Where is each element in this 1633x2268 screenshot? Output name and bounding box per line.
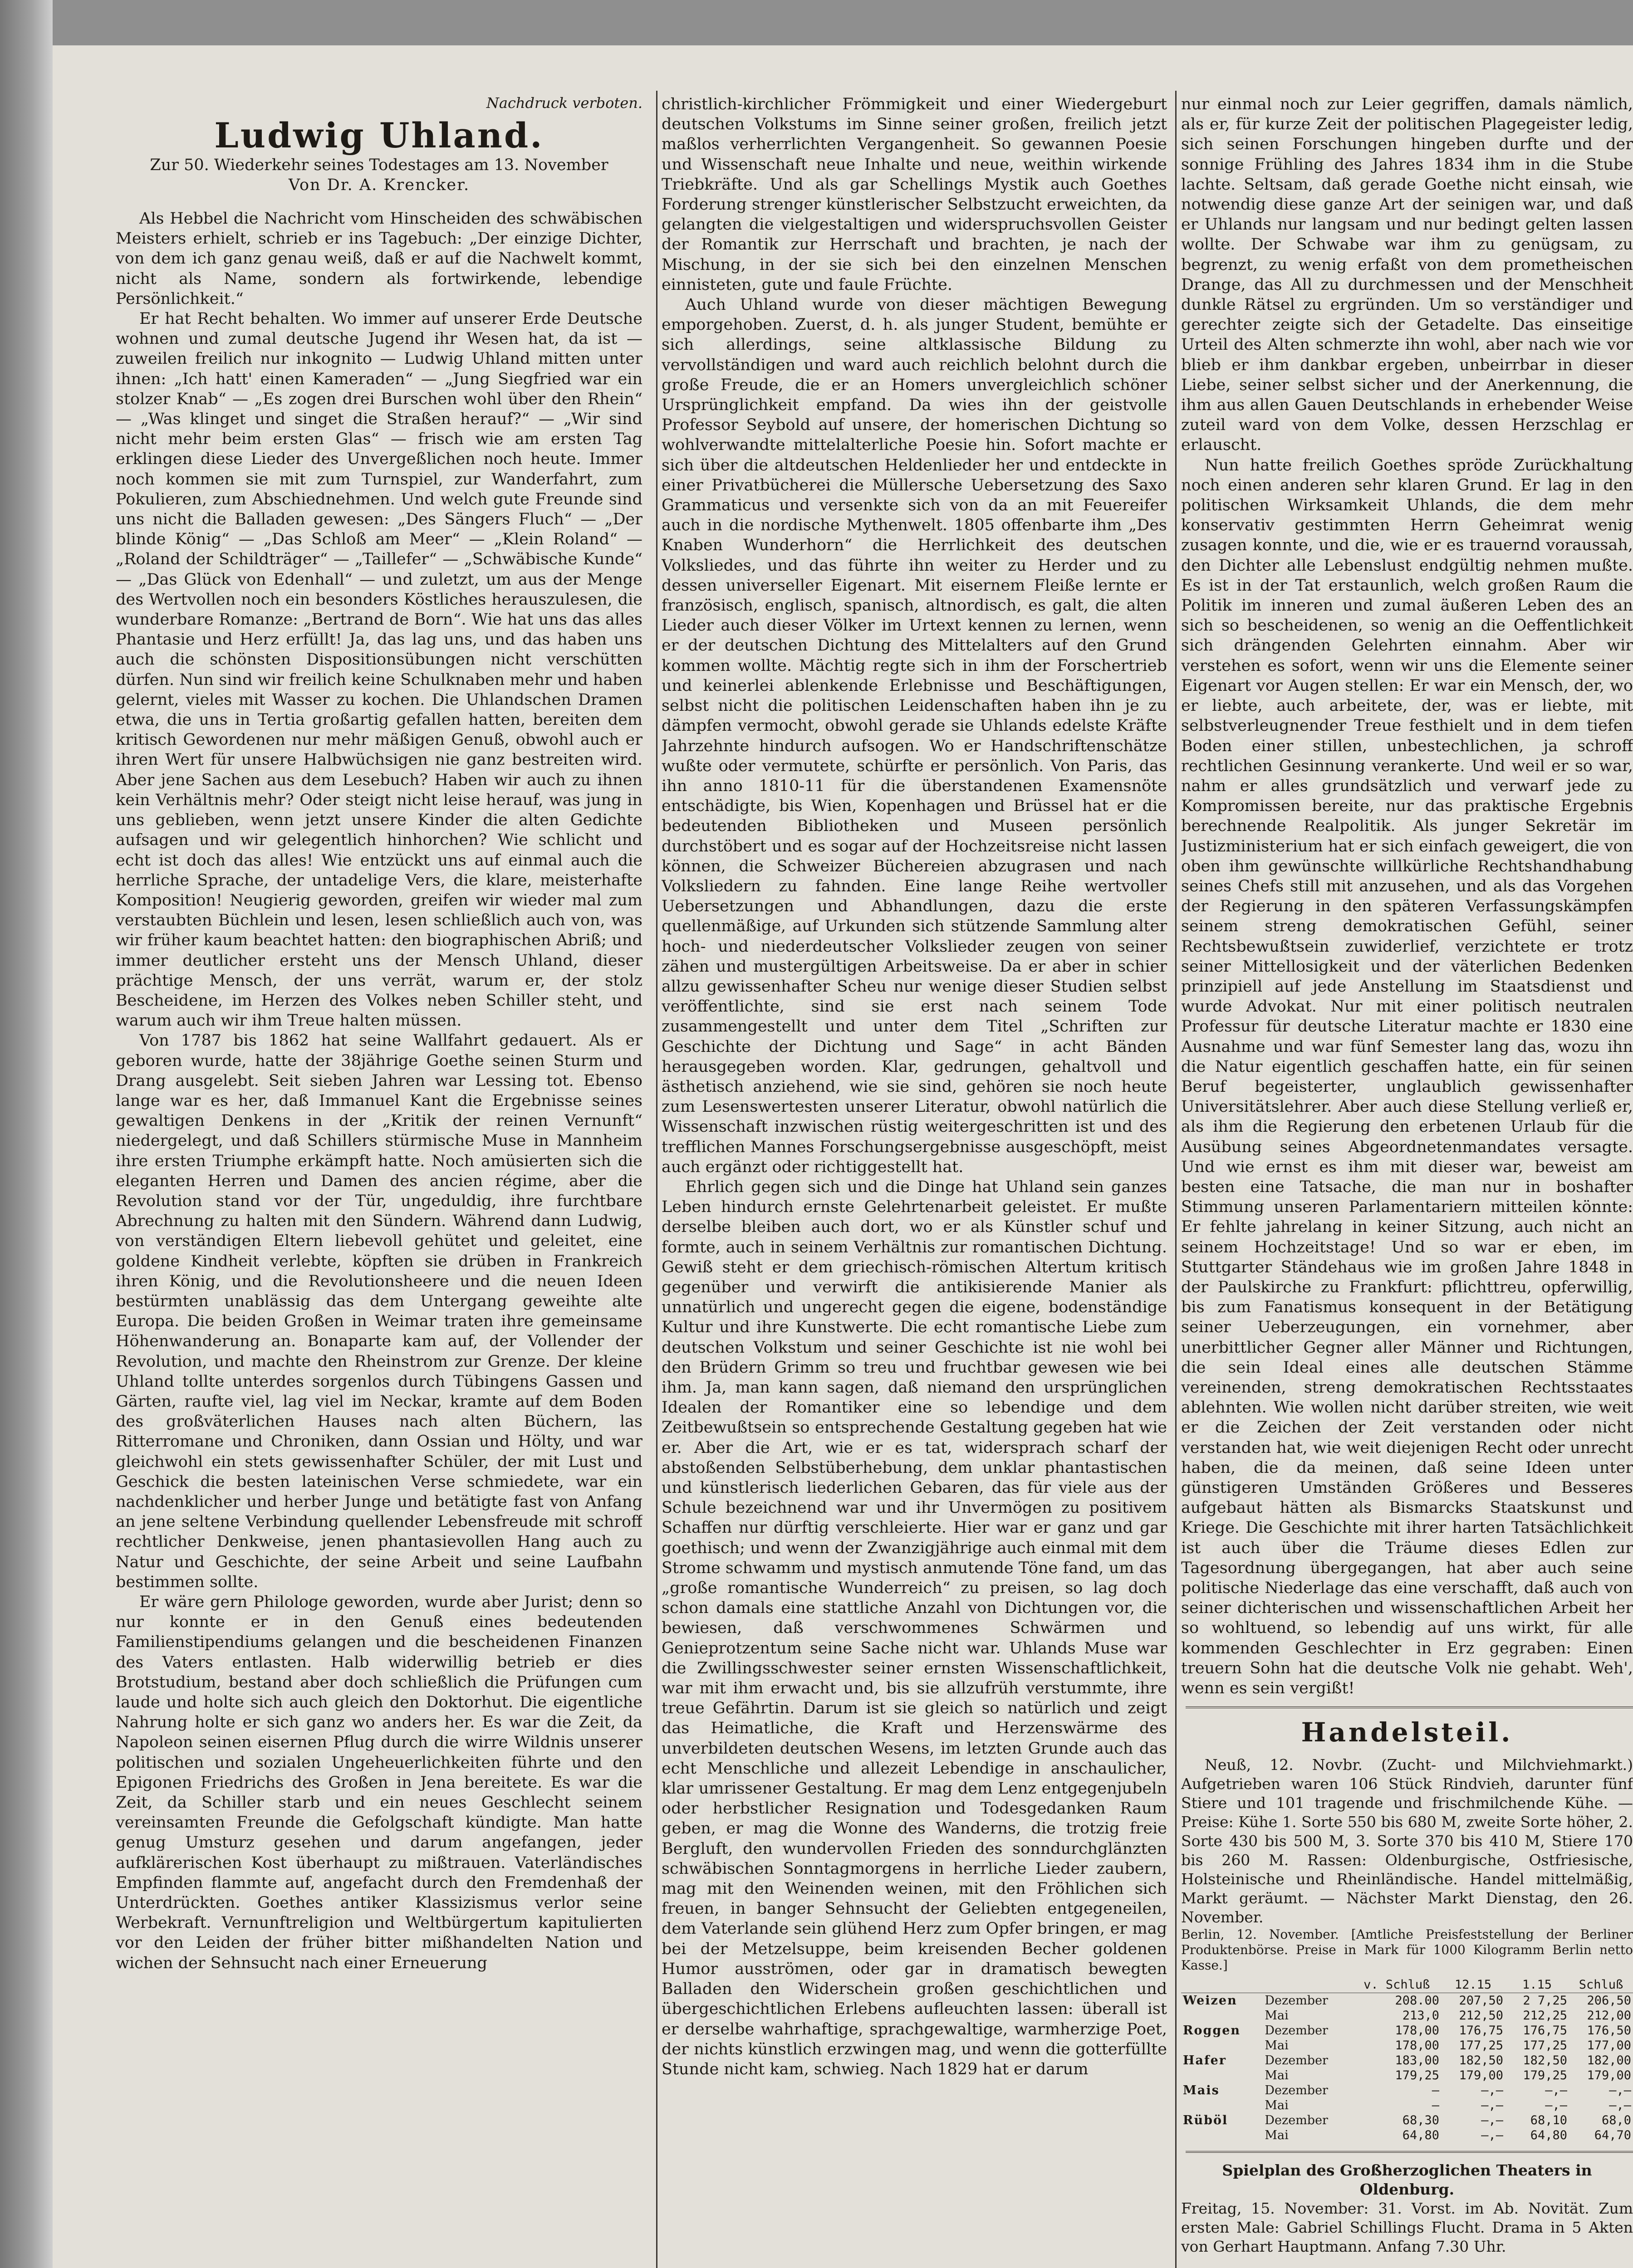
article-column-1	[116, 45, 642, 2268]
price-row	[1181, 2098, 1633, 2113]
delivery-month: Mai	[1265, 2038, 1289, 2053]
price-cell: —	[1432, 2098, 1439, 2113]
price-cell: 183,00	[1395, 2053, 1439, 2068]
price-cell: 179,00	[1587, 2068, 1631, 2083]
price-row	[1181, 2068, 1633, 2083]
price-row	[1181, 2038, 1633, 2053]
price-cell: 179,25	[1395, 2068, 1439, 2083]
price-cell: —,—	[1481, 2098, 1503, 2113]
price-cell: 64,80	[1530, 2128, 1567, 2143]
delivery-month: Dezember	[1265, 2113, 1328, 2128]
price-cell: 179,25	[1523, 2068, 1567, 2083]
price-cell: 64,80	[1402, 2128, 1439, 2143]
price-row	[1181, 2083, 1633, 2098]
price-cell: 212,50	[1459, 2009, 1503, 2023]
price-row	[1181, 1993, 1633, 2009]
paragraph: Ehrlich gegen sich und die Dinge hat Uhland sein ganzes Leben hindurch ernste Gelehrtenarbeit geleistet. Er mußte derselbe bleiben auch dort, wo er als Künstler schuf und formte, auch in seinem Verhältnis zur romantischen Dichtung. Gewiß steht er dem griechisch-römischen Altertum kritisch gegenüber und verwirft die antikisierende Manier als unnatürlich und ungerecht gegen die eigene, bodenständige Kultur und ihre Kunstwerte. Die echt romantische Liebe zum deutschen Volkstum und seiner Geschichte ist nie wohl bei den Brüdern Grimm so treu und fruchtbar gewesen wie bei ihm. Ja, man kann sagen, daß niemand den ursprünglichen Idealen der Romantiker eine so lebendige und dem Zeitbewußtsein so entsprechende Gestaltung gegeben hat wie er. Aber die Art, wie er es tat, widersprach scharf der abstoßenden Selbstüberhebung, dem unklar phantastischen und künstlerisch liederlichen Gebaren, das für viele aus der Schule bezeichnend war und ihr Unvermögen zu positivem Schaffen nur dürftig verschleierte. Hier war er ganz und gar goethisch; und wenn der Zwanzigjährige auch einmal mit dem Strome schwamm und mystisch anmutende Töne fand, um das „große romantische Wunderreich“ zu preisen, so lag doch schon damals eine stattliche Anzahl von Dichtungen vor, die bewiesen, daß verschwommenes Schwärmen und Genieprotzentum seine Sache nicht war. Uhlands Muse war die Zwillingsschwester seiner ernsten Wissenschaftlichkeit, war mit ihm erwacht und, bis sie allzufrüh verstummte, ihre treue Gefährtin. Darum ist sie gleich so natürlich und zeigt das Heimatliche, die Kraft und Herzenswärme des unverbildeten deutschen Wesens, im letzten Grunde auch das echt Menschliche und allezeit Lebendige in anschaulicher, klar umrissener Gestaltung. Er mag dem Lenz entgegenjubeln oder herbstlicher Resignation und Todesgedanken Raum geben, er mag die Wonne des Wanderns, die trotzig freie Bergluft, den wundervollen Frieden des sonndurchglänzten schwäbischen Sonntagmorgens in herrliche Lieder zaubern, mag mit den Weinenden weinen, mit den Fröhlichen sich freuen, in banger Sehnsucht der Geliebten entgegeneilen, dem Vaterlande sein glühend Herz zum Opfer bringen, er mag bei der Metzelsuppe, beim kreisenden Becher goldenen Humor ausströmen, oder gar in dramatisch bewegten Balladen den Widerschein großen geschichtlichen und übergeschichtlichen Erlebens aufleuchten lassen: überall ist er derselbe wahrhaftige, sprachgewaltige, warmherzige Poet, der nichts künstlich erzwingen mag, und wenn die gotterfüllte Stunde nicht kam, schwieg. Nach 1829 hat er darum	[662, 1178, 1167, 2078]
article-author: Von Dr. A. Krencker.	[288, 176, 470, 194]
paragraph: Er hat Recht behalten. Wo immer auf unserer Erde Deutsche wohnen und zumal deutsche Jugend ihr Wesen hat, da ist — zuweilen freilich nur inkognito — Ludwig Uhland mitten unter ihnen: „Ich hatt' einen Kameraden“ — „Jung Siegfried war ein stolzer Knab“ — „Es zogen drei Burschen wohl über den Rhein“ — „Was klinget und singet die Straßen herauf?“ — „Wir sind nicht mehr beim ersten Glas“ — frisch wie am ersten Tag erklingen diese Lieder des Unvergeßlichen noch heute. Immer noch kommen sie mit zum Turnspiel, zur Wanderfahrt, zum Pokulieren, zum Abschiednehmen. Und welch gute Freunde sind uns nicht die Balladen gewesen: „Des Sängers Fluch“ — „Der blinde König“ — „Das Schloß am Meer“ — „Klein Roland“ — „Roland der Schildträger“ — „Taillefer“ — „Schwäbische Kunde“ — „Das Glück von Edenhall“ — und zuletzt, um aus der Menge des Wertvollen noch ein besonders Köstliches herauszulesen, die wunderbare Romanze: „Bertrand de Born“. Wie hat uns das alles Phantasie und Herz erfüllt! Ja, das lag uns, und das haben uns auch die schönsten Dispositionsübungen nicht verschütten dürfen. Nun sind wir freilich keine Schulknaben mehr und haben gelernt, vieles mit Wasser zu kochen. Die Uhlandschen Dramen etwa, die uns in Tertia großartig gefallen hatten, bereiten dem kritisch Gewordenen nur mehr mäßigen Genuß, obwohl auch er ihren Wert für unsere Halbwüchsigen nie ganz bestreiten wird. Aber jene Sachen aus dem Lesebuch? Haben wir auch zu ihnen kein Verhältnis mehr? Oder steigt nicht leise herauf, was jung in uns geblieben, wenn jetzt unsere Kinder die alten Gedichte aufsagen und wir gelegentlich hinhorchen? Wie schlicht und echt ist doch das alles! Wie entzückt uns auf einmal auch die herrliche Sprache, der untadelige Vers, die klare, meisterhafte Komposition! Neugierig geworden, greifen wir wieder mal zum verstaubten Büchlein und lesen, lesen schließlich auch von, was wir früher kaum beachtet hatten: den biographischen Abriß; und immer deutlicher ersteht uns der Mensch Uhland, dieser prächtige Mensch, der uns verrät, warum er, der stolz Bescheidene, im Herzen des Volkes neben Schiller steht, und warum auch wir ihm Treue halten müssen.	[116, 310, 642, 1030]
price-cell: 176,75	[1523, 2024, 1567, 2038]
commodity-name: Rüböl	[1183, 2113, 1228, 2128]
paragraph: christlich-kirchlicher Frömmigkeit und einer Wiedergeburt deutschen Volkstums im Sinne seiner großen, freilich jetzt maßlos verherrlichten Vergangenheit. So gewannen Poesie und Wissenschaft neue Inhalte und neue, weithin wirkende Triebkräfte. Und als gar Schellings Mystik auch Goethes Forderung strenger künstlerischer Selbstzucht erweichten, da gelangten die vielgestaltigen und widerspruchsvollen Geister der Romantik zur Herrschaft und brachten, je nach der Mischung, in der sie sich bei den einzelnen Menschen einnisteten, gute und faule Früchte.	[662, 95, 1167, 294]
price-column-header: Schluß	[1569, 1977, 1633, 1993]
delivery-month: Mai	[1265, 2098, 1289, 2113]
price-row	[1181, 2008, 1633, 2023]
commodity-name	[1181, 2098, 1263, 2113]
price-cell: —,—	[1609, 2083, 1631, 2098]
price-cell: 176,75	[1459, 2024, 1503, 2038]
article-subtitle: Zur 50. Wiederkehr seines Todestages am 13. November	[150, 156, 608, 174]
paragraph: Als Hebbel die Nachricht vom Hinscheiden des schwäbischen Meisters erhielt, schrieb er ins Tagebuch: „Der einzige Dichter, von dem ich ganz genau weiß, daß er auf die Nachwelt kommt, nicht als Name, sondern als fortwirkende, lebendige Persönlichkeit.“	[116, 210, 642, 308]
price-cell: 182,50	[1459, 2053, 1503, 2068]
delivery-month: Mai	[1265, 2068, 1289, 2083]
price-cell: 68,30	[1402, 2113, 1439, 2128]
price-row	[1181, 2023, 1633, 2038]
price-cell: 182,00	[1587, 2053, 1631, 2068]
article-title: Ludwig Uhland.	[214, 115, 544, 156]
commodity-name	[1181, 2008, 1263, 2023]
price-column-header	[1181, 1977, 1263, 1993]
price-cell: 208.00	[1395, 1994, 1439, 2008]
article-column-3	[1181, 45, 1633, 2268]
paragraph: nur einmal noch zur Leier gegriffen, damals nämlich, als er, für kurze Zeit der politischen Plagegeister ledig, sich seinen Forschungen hingeben durfte und der sonnige Frühling des Jahres 1834 ihm in die Stube lachte. Seltsam, daß gerade Goethe nicht einsah, wie notwendig diese ganze Art der seinigen war, und daß er Uhlands nur langsam und nur bedingt gelten lassen wollte. Der Schwabe war ihm zu genügsam, zu begrenzt, zu wenig erfaßt von dem prometheischen Drange, das All zu durchmessen und der Menschheit dunkle Rätsel zu ergründen. Um so verständiger und gerechter zeigte sich der Getadelte. Das einseitige Urteil des Alten schmerzte ihn wohl, aber nach wie vor blieb er ihm dankbar ergeben, unbeirrbar in dieser Liebe, seiner selbst sicher und der Anerkennung, die ihm aus allen Gauen Deutschlands in erhebender Weise zuteil ward von dem Volke, dessen Herzschlag er erlauscht.	[1181, 95, 1633, 455]
price-cell: —	[1432, 2083, 1439, 2098]
column-rule	[1175, 91, 1177, 2268]
commodity-name: Mais	[1183, 2083, 1220, 2098]
section-divider	[1186, 2151, 1633, 2153]
price-cell: 177,00	[1587, 2038, 1631, 2053]
newspaper-page	[53, 45, 1633, 2268]
delivery-month: Dezember	[1265, 2053, 1328, 2068]
price-column-header	[1263, 1977, 1352, 1993]
commodity-name	[1181, 2128, 1263, 2143]
price-row	[1181, 2053, 1633, 2068]
commodity-name: Weizen	[1183, 1994, 1237, 2008]
delivery-month: Dezember	[1265, 2024, 1328, 2038]
price-cell: —,—	[1545, 2098, 1567, 2113]
price-cell: 212,00	[1587, 2009, 1631, 2023]
price-table-body	[1181, 1993, 1633, 2143]
price-cell: 177,25	[1523, 2038, 1567, 2053]
price-cell: 207,50	[1459, 1994, 1503, 2008]
price-cell: 177,25	[1459, 2038, 1503, 2053]
book-spine	[0, 0, 53, 2268]
price-table	[1181, 1977, 1633, 2143]
price-cell: 2 7,25	[1523, 1994, 1567, 2008]
price-cell: 206,50	[1587, 1994, 1631, 2008]
commodity-name	[1181, 2038, 1263, 2053]
paragraph: Auch Uhland wurde von dieser mächtigen Bewegung emporgehoben. Zuerst, d. h. als junger Student, bemühte er sich allerdings, seine altklassische Bildung zu vervollständigen und ward auch reichlich belohnt durch die große Freude, die er an Homers unvergleichlich schöner Ursprünglichkeit empfand. Da wies ihn der geistvolle Professor Seybold auf unsere, der homerischen Dichtung so wohlverwandte mittelalterliche Poesie hin. Sofort machte er sich über die altdeutschen Heldenlieder her und entdeckte in einer Privatbücherei die Müllersche Uebersetzung des Saxo Grammaticus und versenkte sich von da an mit Feuereifer auch in die nordische Mythenwelt. 1805 offenbarte ihm „Des Knaben Wunderhorn“ die Herrlichkeit des deutschen Volksliedes, und das führte ihn weiter zu Herder und zu dessen universeller Eigenart. Mit eisernem Fleiße lernte er französisch, englisch, spanisch, altnordisch, es galt, die alten Lieder auch dieser Völker im Urtext kennen zu lernen, wenn er der deutschen Dichtung des Mittelalters auf den Grund kommen wollte. Mächtig regte sich in ihm der Forschertrieb und keinerlei ablenkende Erlebnisse und Beschäftigungen, selbst nicht die politischen Leidenschaften haben ihn je zu dämpfen vermocht, obwohl gerade sie Uhlands edelste Kräfte Jahrzehnte hindurch aufsogen. Wo er Handschriftenschätze wußte oder vermutete, schürfte er persönlich. Von Paris, das ihn anno 1810-11 für die überstandenen Examensnöte entschädigte, bis Wien, Kopenhagen und Brüssel hat er die bedeutenden Bibliotheken und Museen persönlich durchstöbert und es sogar auf der Hochzeitsreise nicht lassen können, die Schweizer Büchereien abzugrasen und nach Volksliedern zu fahnden. Eine lange Reihe wertvoller Uebersetzungen und Abhandlungen, dazu die erste quellenmäßige, auf Urkunden sich stützende Sammlung alter hoch- und niederdeutscher Volkslieder zeugen von seiner zähen und mustergültigen Arbeitsweise. Da er aber in schier allzu gewissenhafter Scheu nur wenige dieser Studien selbst veröffentlichte, sind sie erst nach seinem Tode zusammengestellt und unter dem Titel „Schriften zur Geschichte der Dichtung und Sage“ in acht Bänden herausgegeben worden. Klar, gedrungen, gehaltvoll und ästhetisch anziehend, wie sie sind, gehören sie noch heute zum Lesenswertesten unserer Literatur, obwohl natürlich die Wissenschaft inzwischen rüstig weitergeschritten ist und des trefflichen Mannes Forschungsergebnisse ausgeschöpft, meist auch ergänzt oder richtiggestellt hat.	[662, 296, 1167, 1176]
section-divider	[1186, 1706, 1633, 1708]
price-cell: —,—	[1481, 2083, 1503, 2098]
delivery-month: Mai	[1265, 2009, 1289, 2023]
price-column-header: v. Schluß	[1353, 1977, 1441, 1993]
price-table-header	[1181, 1977, 1633, 1993]
paragraph: Nun hatte freilich Goethes spröde Zurückhaltung noch einen anderen sehr klaren Grund. Er lag in den politischen Wirksamkeit Uhlands, die dem mehr konservativ gestimmten Herrn Geheimrat wenig zusagen konnte, und die, wie er es trauernd voraussah, den Dichter alle Lebenslust endgültig nehmen mußte. Es ist in der Tat erstaunlich, welch großen Raum die Politik im inneren und zumal äußeren Leben des an sich so bescheidenen, so wenig an die Oeffentlichkeit sich drängenden Gelehrten einnahm. Aber wir verstehen es sofort, wenn wir uns die Elemente seiner Eigenart vor Augen stellen: Er war ein Mensch, der, wo er liebte, auch arbeitete, der, was er liebte, mit selbstverleugnender Treue festhielt und in dem tiefen Boden einer stillen, unbestechlichen, ja schroff rechtlichen Gesinnung verankerte. Und weil er so war, nahm er alles grundsätzlich und verwarf jede zu Kompromissen bereite, nur das praktische Ergebnis berechnende Realpolitik. Als junger Sekretär im Justizministerium hat er sich einfach geweigert, die von oben ihm gewünschte willkürliche Rechtshandhabung seines Chefs still mit anzusehen, und als das Vorgehen der Regierung in den späteren Verfassungskämpfen seinem streng demokratischen Gefühl, seiner Rechtsbewußtsein zuwiderlief, verzichtete er trotz seiner Mittellosigkeit und der väterlichen Bedenken prinzipiell auf jede Anstellung im Staatsdienst und wurde Advokat. Nur mit einer politisch neutralen Professur für deutsche Literatur machte er 1830 eine Ausnahme und war fünf Semester lang das, wozu ihn die Natur eigentlich geschaffen hatte, ein für seinen Beruf begeisterter, unglaublich gewissenhafter Universitätslehrer. Aber auch diese Stellung verließ er, als ihm die Regierung den erbetenen Urlaub für die Ausübung seines Abgeordnetenmandates versagte. Und wie ernst es ihm mit dieser war, beweist am besten eine Tatsache, die man nur in boshafter Stimmung unseren Parlamentariern mitteilen könnte: Er fehlte jahrelang in keiner Sitzung, auch nicht an seinem Hochzeitstage! Und so war er eben, im Stuttgarter Ständehaus wie im großen Jahre 1848 in der Paulskirche zu Frankfurt: pflichttreu, opferwillig, bis zum Fanatismus konsequent in der Betätigung seiner Ueberzeugungen, ein vornehmer, aber unerbittlicher Gegner aller Männer und Richtungen, die sein Ideal eines alle deutschen Stämme vereinenden, streng demokratischen Rechtsstaates ablehnten. Wie wollen nicht darüber streiten, wie weit er die Zeichen der Zeit verstanden oder nicht verstanden hat, wie weit diejenigen Recht oder unrecht haben, die da meinen, daß seine Ideen unter günstigeren Umständen Größeres und Besseres aufgebaut hätten als Bismarcks Staatskunst und Kriege. Die Geschichte mit ihrer harten Tatsächlichkeit ist auch über die Träume dieses Edlen zur Tagesordnung übergegangen, hat aber auch seine politische Niederlage das eine verschafft, daß auch von seiner dichterischen und wissenschaftlichen Arbeit her so wohltuend, so lebendig auf uns wirkt, für alle kommenden Geschlechter in Erz gegraben: Einen treuern Sohn hat die deutsche Volk nie gehabt. Weh', wenn es sein vergißt!	[1181, 456, 1633, 1698]
theater-heading: Spielplan des Großherzoglichen Theaters in Oldenburg.	[1222, 2161, 1592, 2199]
delivery-month: Dezember	[1265, 2083, 1328, 2098]
paragraph: Er wäre gern Philologe geworden, wurde aber Jurist; denn so nur konnte er in den Genuß eines bedeutenden Familienstipendiums gelangen und die bescheidenen Finanzen des Vaters entlasten. Halb widerwillig betrieb er dies Brotstudium, bestand aber doch schließlich die Prüfungen cum laude und holte sich auch gleich den Doktorhut. Die eigentliche Nahrung holte er sich ganz wo anders her. Es war die Zeit, da Napoleon seinen eisernen Pflug durch die wirre Wildnis unserer politischen und sozialen Ungeheuerlichkeiten führte und den Epigonen Friedrichs des Großen in Jena bereitete. Es war die Zeit, da Schiller starb und ein neues Geschlecht seinem vereinsamten Freunde die Gefolgschaft kündigte. Man hatte genug Umsturz gesehen und darum angefangen, jeder aufklärerischen Kost überhaupt zu mißtrauen. Vaterländisches Empfinden flammte auf, angefacht durch den Fremdenhaß der Unterdrückten. Goethes antiker Klassizismus verlor seine Werbekraft. Vernunftreligion und Weltbürgertum kapitulierten vor den Leiden der früher bitter mißhandelten Nation und wichen der Sehnsucht nach einer Erneuerung	[116, 1593, 642, 1972]
berlin-price-header: Berlin, 12. November. [Amtliche Preisfeststellung der Berliner Produktenbörse. Preise in Mark für 1000 Kilogramm Berlin netto Kasse.]	[1181, 1927, 1633, 1973]
delivery-month: Mai	[1265, 2128, 1289, 2143]
price-cell: —,—	[1609, 2098, 1631, 2113]
price-cell: —,—	[1481, 2113, 1503, 2128]
price-column-header: 1.15	[1505, 1977, 1569, 1993]
price-cell: 68,0	[1601, 2113, 1631, 2128]
price-column-header: 12.15	[1441, 1977, 1505, 1993]
article-column-2	[662, 45, 1167, 2268]
price-cell: —,—	[1545, 2083, 1567, 2098]
paragraph: Von 1787 bis 1862 hat seine Wallfahrt gedauert. Als er geboren wurde, hatte der 38jährige Goethe seinen Sturm und Drang ausgelebt. Seit sieben Jahren war Lessing tot. Ebenso lange war es her, daß Immanuel Kant die Ergebnisse seines gewaltigen Denkens in der „Kritik der reinen Vernunft“ niedergelegt, und daß Schillers stürmische Muse in Mannheim ihre ersten Triumphe erkämpft hatte. Noch amüsierten sich die eleganten Herren und Damen des ancien régime, aber die Revolution stand vor der Tür, ungeduldig, ihre furchtbare Abrechnung zu halten mit den Sündern. Während dann Ludwig, von verständigen Eltern liebevoll gehütet und geleitet, eine goldene Kindheit verlebte, köpften sie drüben in Frankreich ihren König, und die Revolutionsheere und die neuen Ideen bestürmten unablässig das dem Untergang geweihte alte Europa. Die beiden Großen in Weimar traten ihre gemeinsame Höhenwanderung an. Bonaparte kam auf, der Vollender der Revolution, und machte den Rheinstrom zur Grenze. Der kleine Uhland tollte unterdes sorgenlos durch Tübingens Gassen und Gärten, raufte viel, lag viel im Neckar, kramte auf dem Boden des großväterlichen Hauses nach alten Büchern, las Ritterromane und Chroniken, dann Ossian und Hölty, und war gleichwohl ein stets gewissenhafter Schüler, der mit Lust und Geschick die besten lateinischen Verse schmiedete, war ein nachdenklicher und herber Junge und betätigte fast von Anfang an jene seltene Verbindung quellender Lebensfreude mit schroff rechtlicher Denkweise, jenen phantasievollen Hang auch zu Natur und Geschichte, der seine Arbeit und seine Laufbahn bestimmen sollte.	[116, 1031, 642, 1591]
price-row	[1181, 2113, 1633, 2128]
market-report: Neuß, 12. Novbr. (Zucht- und Milchviehmarkt.) Aufgetrieben waren 106 Stück Rindvieh, darunter fünf Stiere und 101 tragende und frischmilchende Kühe. — Preise: Kühe 1. Sorte 550 bis 680 M, zweite Sorte höher, 2. Sorte 430 bis 500 M, 3. Sorte 370 bis 410 M, Stiere 170 bis 260 M. Rassen: Oldenburgische, Ostfriesische, Holsteinische und Rheinländische. Handel mittelmäßig, Markt geräumt. — Nächster Markt Dienstag, den 26. November.	[1181, 1756, 1633, 1926]
price-cell: 212,25	[1523, 2009, 1567, 2023]
price-cell: 178,00	[1395, 2024, 1439, 2038]
commodity-name: Roggen	[1183, 2024, 1241, 2038]
handelsteil-heading: Handelsteil.	[1301, 1717, 1513, 1748]
price-cell: 182,50	[1523, 2053, 1567, 2068]
commodity-name	[1181, 2068, 1263, 2083]
column-rule	[656, 91, 657, 2268]
price-cell: 178,00	[1395, 2038, 1439, 2053]
price-cell: 179,00	[1459, 2068, 1503, 2083]
theater-entry: Freitag, 15. November: 31. Vorst. im Ab. Novität. Zum ersten Male: Gabriel Schillings Flucht. Drama in 5 Akten von Gerhart Hauptmann. Anfang 7.30 Uhr.	[1181, 2200, 1633, 2256]
reprint-note: Nachdruck verboten.	[486, 94, 642, 112]
price-cell: —,—	[1481, 2128, 1503, 2143]
delivery-month: Dezember	[1265, 1994, 1328, 2008]
price-row	[1181, 2128, 1633, 2143]
price-cell: 176,50	[1587, 2024, 1631, 2038]
price-cell: 68,10	[1530, 2113, 1567, 2128]
commodity-name: Hafer	[1183, 2053, 1227, 2068]
price-cell: 213,0	[1402, 2009, 1439, 2023]
price-cell: 64,70	[1594, 2128, 1631, 2143]
